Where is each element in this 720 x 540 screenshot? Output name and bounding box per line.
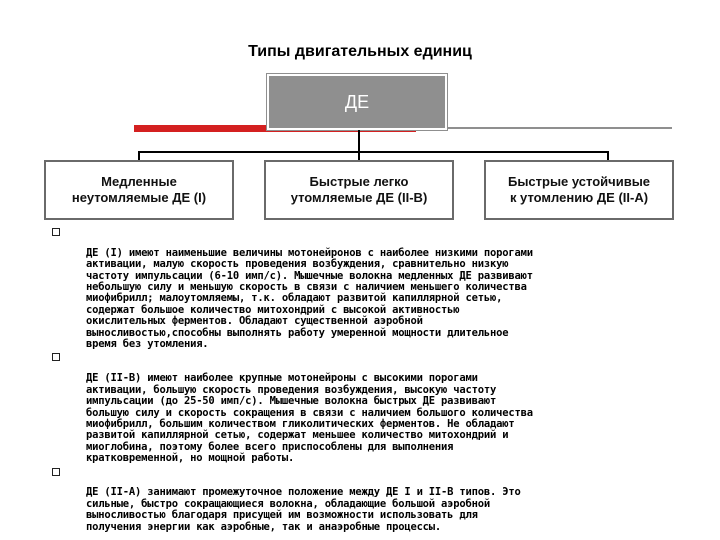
root-node-de bbox=[267, 74, 447, 130]
list-item bbox=[44, 225, 674, 350]
description-list bbox=[44, 225, 674, 533]
node-fast-fatigable bbox=[264, 160, 454, 220]
decor-gray-line bbox=[416, 127, 672, 129]
root-node-label: ДЕ bbox=[344, 91, 370, 112]
connector-horizontal bbox=[138, 151, 608, 153]
node-slow-fatigue-resistant bbox=[44, 160, 234, 220]
paragraph-type-iia: ДЕ (II-А) занимают промежуточное положение между ДЕ I и II-B типов. Это сильные, быстро сокращающиеся волокна, обладающие большой аэробной выносливостью благодаря присущей им возможности использовать для получения энергии как аэробные, так и анаэробные процессы. bbox=[86, 486, 521, 533]
slide-title: Типы двигательных единиц bbox=[248, 43, 472, 60]
square-bullet-icon bbox=[52, 353, 60, 361]
paragraph-type-i: ДЕ (I) имеют наименьшие величины мотонейронов с наиболее низкими порогами активации, малую скорость проведения возбуждения, сравнительно низкую частоту импульсации (6-10 имп/с). Мышечные волокна медленных ДЕ развивают небольшую силу и меньшую скорость в связи с наличием меньшего количества миофибрилл; малоутомляемы, т.к. обладают развитой капиллярной сетью, содержат большое количество митохондрий с высокой активностью окислительных ферментов. Обладают существенной аэробной выносливостью,способны выполнять работу умеренной мощности длительное время без утомления. bbox=[86, 246, 533, 351]
list-item bbox=[44, 465, 674, 533]
node-label-type-i: Медленные неутомляемые ДЕ (I) bbox=[71, 174, 207, 205]
paragraph-type-iib: ДЕ (II-B) имеют наиболее крупные мотонейроны с высокими порогами активации, большую скорость проведения возбуждения, высокую частоту импульсации (до 25-50 имп/с). Мышечные волокна быстрых ДЕ развивают большую силу и скорость сокращения в связи с наличием большого количества миофибрилл, большим количеством гликолитических ферментов. Не обладают развитой капиллярной сетью, содержат меньшее количество митохондрий и миоглобина, поэтому более всего приспособлены для выполнения кратковременной, но мощной работы. bbox=[86, 372, 533, 465]
square-bullet-icon bbox=[52, 228, 60, 236]
node-label-type-iia: Быстрые устойчивые к утомлению ДЕ (II-A) bbox=[507, 174, 651, 205]
node-label-type-iib: Быстрые легко утомляемые ДЕ (II-B) bbox=[290, 174, 428, 205]
node-fast-fatigue-resistant bbox=[484, 160, 674, 220]
connector-root-stem bbox=[358, 130, 360, 152]
square-bullet-icon bbox=[52, 468, 60, 476]
list-item bbox=[44, 350, 674, 464]
